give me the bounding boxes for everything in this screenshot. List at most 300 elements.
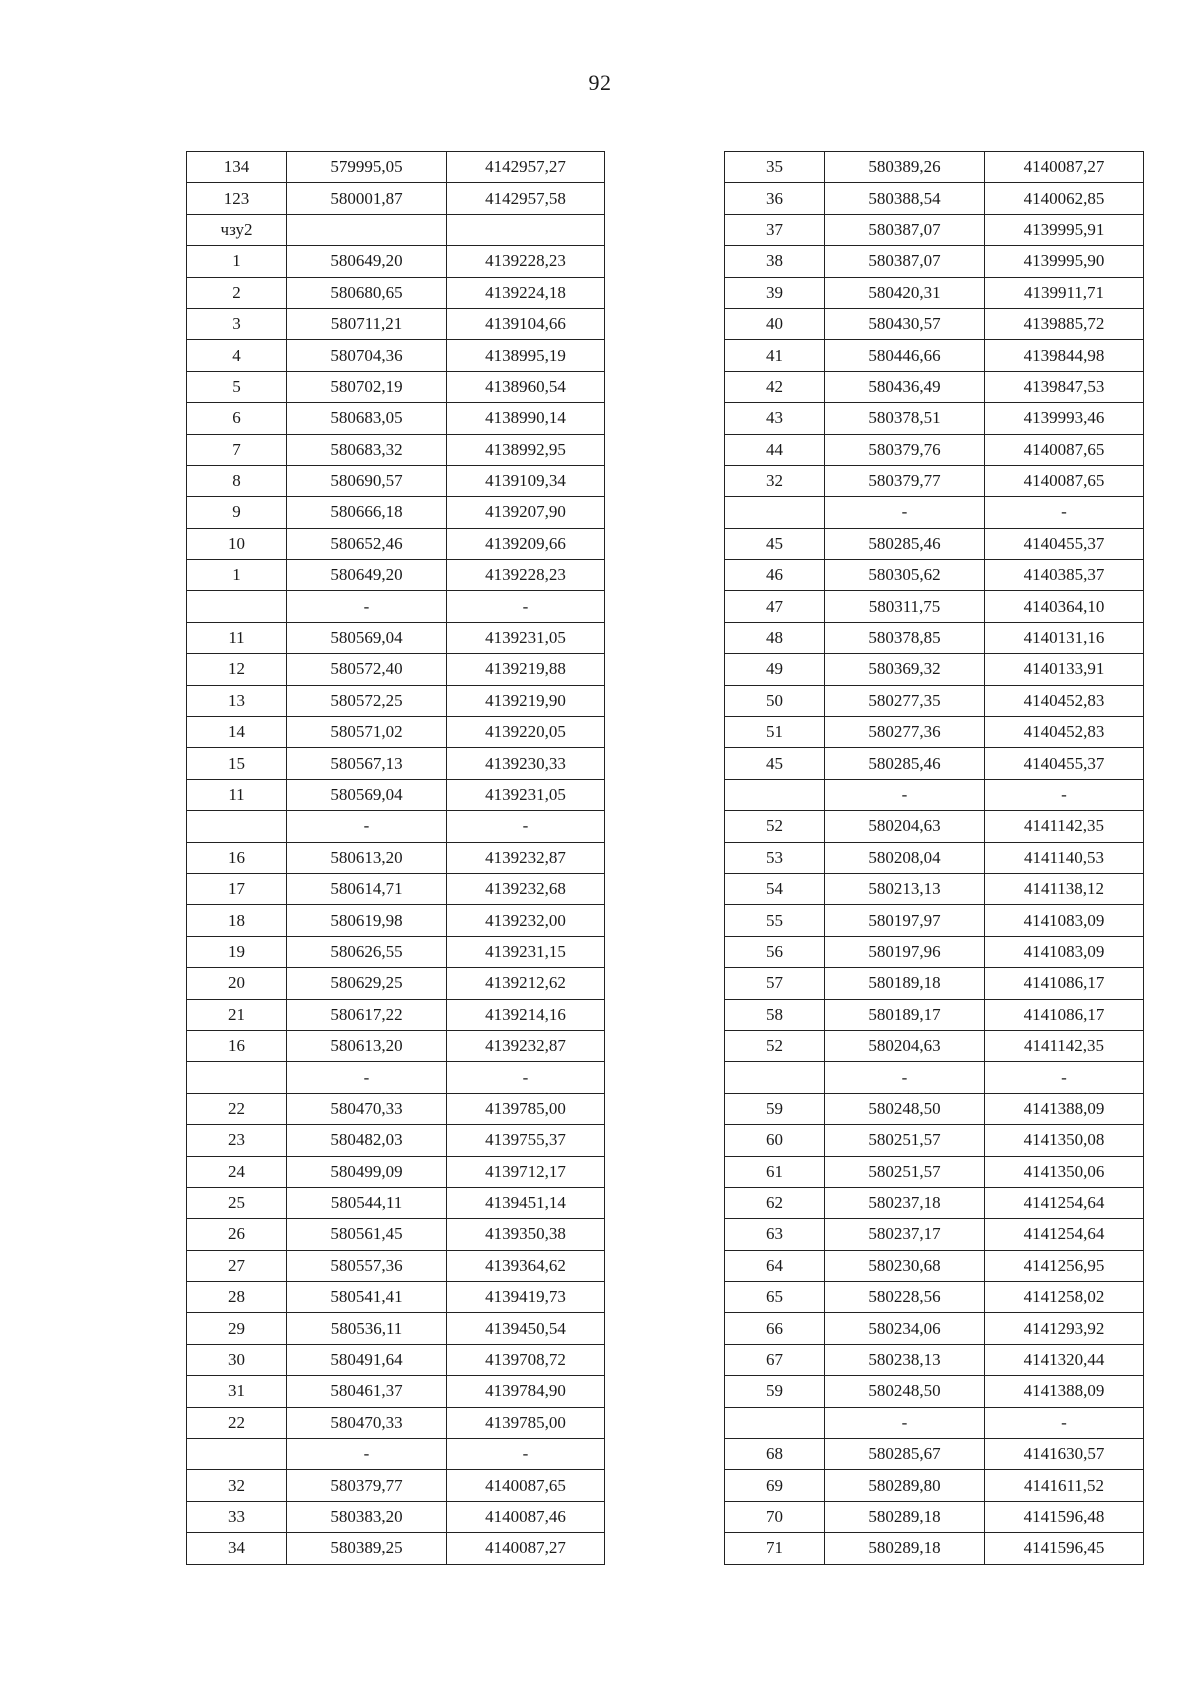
y-coordinate-cell: 4140452,83 <box>985 717 1144 748</box>
point-number-cell: 12 <box>187 654 287 685</box>
table-row <box>187 1062 605 1093</box>
y-coordinate-cell: 4139219,88 <box>447 654 605 685</box>
point-number-cell: 58 <box>725 999 825 1030</box>
point-number-cell: 71 <box>725 1533 825 1564</box>
table-row <box>725 1282 1144 1313</box>
table-row <box>187 591 605 622</box>
point-number-cell: 123 <box>187 183 287 214</box>
point-number-cell: 47 <box>725 591 825 622</box>
x-coordinate-cell: 580629,25 <box>287 968 447 999</box>
point-number-cell: 1 <box>187 246 287 277</box>
point-number-cell: 23 <box>187 1125 287 1156</box>
y-coordinate-cell: 4141350,08 <box>985 1125 1144 1156</box>
point-number-cell: 52 <box>725 1030 825 1061</box>
x-coordinate-cell: 580571,02 <box>287 717 447 748</box>
point-number-cell: 42 <box>725 371 825 402</box>
x-coordinate-cell: 580572,25 <box>287 685 447 716</box>
x-coordinate-cell: 580285,46 <box>825 528 985 559</box>
y-coordinate-cell: 4140385,37 <box>985 560 1144 591</box>
x-coordinate-cell: 580704,36 <box>287 340 447 371</box>
x-coordinate-cell: 580561,45 <box>287 1219 447 1250</box>
table-row <box>187 214 605 245</box>
point-number-cell: 45 <box>725 748 825 779</box>
x-coordinate-cell: 580189,18 <box>825 968 985 999</box>
x-coordinate-cell: 580387,07 <box>825 214 985 245</box>
point-number-cell: 57 <box>725 968 825 999</box>
y-coordinate-cell: 4139212,62 <box>447 968 605 999</box>
table-row <box>725 1030 1144 1061</box>
y-coordinate-cell: 4142957,27 <box>447 152 605 183</box>
y-coordinate-cell: 4141083,09 <box>985 905 1144 936</box>
y-coordinate-cell: 4139231,15 <box>447 936 605 967</box>
x-coordinate-cell: 580470,33 <box>287 1093 447 1124</box>
y-coordinate-cell: 4141320,44 <box>985 1344 1144 1375</box>
x-coordinate-cell: 580389,25 <box>287 1533 447 1564</box>
y-coordinate-cell: 4139450,54 <box>447 1313 605 1344</box>
table-row <box>725 371 1144 402</box>
table-row <box>725 717 1144 748</box>
point-number-cell: 36 <box>725 183 825 214</box>
y-coordinate-cell: 4139209,66 <box>447 528 605 559</box>
point-number-cell: 35 <box>725 152 825 183</box>
y-coordinate-cell: - <box>447 591 605 622</box>
x-coordinate-cell: 580204,63 <box>825 1030 985 1061</box>
point-number-cell <box>187 811 287 842</box>
y-coordinate-cell: 4139911,71 <box>985 277 1144 308</box>
y-coordinate-cell: - <box>985 779 1144 810</box>
y-coordinate-cell: 4139755,37 <box>447 1125 605 1156</box>
x-coordinate-cell: 580197,96 <box>825 936 985 967</box>
y-coordinate-cell: 4141388,09 <box>985 1376 1144 1407</box>
point-number-cell: чзу2 <box>187 214 287 245</box>
y-coordinate-cell: 4141350,06 <box>985 1156 1144 1187</box>
table-row <box>187 1125 605 1156</box>
table-row <box>187 1376 605 1407</box>
x-coordinate-cell: 580234,06 <box>825 1313 985 1344</box>
x-coordinate-cell: 580461,37 <box>287 1376 447 1407</box>
y-coordinate-cell: 4139231,05 <box>447 779 605 810</box>
x-coordinate-cell: 580617,22 <box>287 999 447 1030</box>
table-row <box>725 622 1144 653</box>
x-coordinate-cell: 580711,21 <box>287 308 447 339</box>
x-coordinate-cell: 580567,13 <box>287 748 447 779</box>
y-coordinate-cell: 4139451,14 <box>447 1187 605 1218</box>
table-row <box>187 1219 605 1250</box>
x-coordinate-cell: 580420,31 <box>825 277 985 308</box>
table-row <box>725 308 1144 339</box>
table-row <box>725 1439 1144 1470</box>
y-coordinate-cell: 4139219,90 <box>447 685 605 716</box>
x-coordinate-cell: 580613,20 <box>287 842 447 873</box>
x-coordinate-cell: 580619,98 <box>287 905 447 936</box>
y-coordinate-cell: 4139214,16 <box>447 999 605 1030</box>
point-number-cell <box>187 591 287 622</box>
point-number-cell: 134 <box>187 152 287 183</box>
table-row <box>187 1250 605 1281</box>
y-coordinate-cell: 4140087,27 <box>447 1533 605 1564</box>
table-row <box>725 465 1144 496</box>
table-row <box>187 1093 605 1124</box>
x-coordinate-cell: 580305,62 <box>825 560 985 591</box>
x-coordinate-cell: 580251,57 <box>825 1125 985 1156</box>
table-row <box>187 183 605 214</box>
table-row <box>725 779 1144 810</box>
x-coordinate-cell: 580649,20 <box>287 560 447 591</box>
table-row <box>725 1219 1144 1250</box>
table-row <box>725 685 1144 716</box>
y-coordinate-cell: 4140087,65 <box>985 465 1144 496</box>
table-row <box>187 1470 605 1501</box>
y-coordinate-cell: 4139995,91 <box>985 214 1144 245</box>
y-coordinate-cell: 4138992,95 <box>447 434 605 465</box>
table-row <box>187 1313 605 1344</box>
x-coordinate-cell: 580369,32 <box>825 654 985 685</box>
point-number-cell: 59 <box>725 1093 825 1124</box>
x-coordinate-cell: 580248,50 <box>825 1093 985 1124</box>
x-coordinate-cell: 579995,05 <box>287 152 447 183</box>
x-coordinate-cell: 580379,76 <box>825 434 985 465</box>
y-coordinate-cell: 4139230,33 <box>447 748 605 779</box>
point-number-cell: 22 <box>187 1407 287 1438</box>
x-coordinate-cell: 580702,19 <box>287 371 447 402</box>
y-coordinate-cell: 4139785,00 <box>447 1407 605 1438</box>
point-number-cell <box>725 779 825 810</box>
y-coordinate-cell: 4140062,85 <box>985 183 1144 214</box>
y-coordinate-cell: 4141388,09 <box>985 1093 1144 1124</box>
point-number-cell: 54 <box>725 873 825 904</box>
point-number-cell: 60 <box>725 1125 825 1156</box>
y-coordinate-cell: 4141293,92 <box>985 1313 1144 1344</box>
x-coordinate-cell: 580436,49 <box>825 371 985 402</box>
point-number-cell: 16 <box>187 842 287 873</box>
table-row <box>725 936 1144 967</box>
y-coordinate-cell: 4141258,02 <box>985 1282 1144 1313</box>
point-number-cell: 25 <box>187 1187 287 1218</box>
point-number-cell: 32 <box>725 465 825 496</box>
table-row <box>725 528 1144 559</box>
table-row <box>725 842 1144 873</box>
table-row <box>725 811 1144 842</box>
x-coordinate-cell: 580491,64 <box>287 1344 447 1375</box>
table-row <box>187 842 605 873</box>
table-row <box>725 1125 1144 1156</box>
x-coordinate-cell: 580197,97 <box>825 905 985 936</box>
x-coordinate-cell: 580626,55 <box>287 936 447 967</box>
x-coordinate-cell: 580683,05 <box>287 403 447 434</box>
x-coordinate-cell: 580482,03 <box>287 1125 447 1156</box>
y-coordinate-cell: 4139220,05 <box>447 717 605 748</box>
table-row <box>725 1187 1144 1218</box>
point-number-cell: 50 <box>725 685 825 716</box>
table-row <box>725 905 1144 936</box>
y-coordinate-cell: 4139232,87 <box>447 1030 605 1061</box>
point-number-cell: 41 <box>725 340 825 371</box>
x-coordinate-cell: 580569,04 <box>287 622 447 653</box>
x-coordinate-cell: - <box>825 497 985 528</box>
table-row <box>187 1187 605 1218</box>
point-number-cell: 10 <box>187 528 287 559</box>
x-coordinate-cell: 580251,57 <box>825 1156 985 1187</box>
x-coordinate-cell: 580228,56 <box>825 1282 985 1313</box>
table-row <box>187 748 605 779</box>
point-number-cell: 59 <box>725 1376 825 1407</box>
y-coordinate-cell: 4139785,00 <box>447 1093 605 1124</box>
point-number-cell: 34 <box>187 1533 287 1564</box>
y-coordinate-cell: 4140452,83 <box>985 685 1144 716</box>
point-number-cell: 15 <box>187 748 287 779</box>
y-coordinate-cell: 4139712,17 <box>447 1156 605 1187</box>
x-coordinate-cell: 580683,32 <box>287 434 447 465</box>
point-number-cell <box>725 1062 825 1093</box>
y-coordinate-cell: 4140087,65 <box>447 1470 605 1501</box>
y-coordinate-cell: 4141142,35 <box>985 1030 1144 1061</box>
point-number-cell: 26 <box>187 1219 287 1250</box>
x-coordinate-cell: - <box>287 811 447 842</box>
point-number-cell: 20 <box>187 968 287 999</box>
x-coordinate-cell: 580613,20 <box>287 1030 447 1061</box>
y-coordinate-cell: 4139224,18 <box>447 277 605 308</box>
point-number-cell: 6 <box>187 403 287 434</box>
y-coordinate-cell: 4141083,09 <box>985 936 1144 967</box>
point-number-cell: 61 <box>725 1156 825 1187</box>
point-number-cell: 66 <box>725 1313 825 1344</box>
table-row <box>187 905 605 936</box>
table-row <box>187 528 605 559</box>
table-row <box>725 654 1144 685</box>
table-row <box>725 1407 1144 1438</box>
point-number-cell: 69 <box>725 1470 825 1501</box>
x-coordinate-cell: 580690,57 <box>287 465 447 496</box>
x-coordinate-cell: 580289,18 <box>825 1501 985 1532</box>
point-number-cell <box>187 1439 287 1470</box>
point-number-cell: 56 <box>725 936 825 967</box>
y-coordinate-cell: 4139207,90 <box>447 497 605 528</box>
point-number-cell: 21 <box>187 999 287 1030</box>
point-number-cell: 1 <box>187 560 287 591</box>
coordinates-table-left <box>186 151 605 1565</box>
x-coordinate-cell: - <box>825 1062 985 1093</box>
table-row <box>187 1282 605 1313</box>
point-number-cell: 30 <box>187 1344 287 1375</box>
point-number-cell: 33 <box>187 1501 287 1532</box>
y-coordinate-cell: 4140087,65 <box>985 434 1144 465</box>
y-coordinate-cell: 4142957,58 <box>447 183 605 214</box>
y-coordinate-cell: 4141254,64 <box>985 1187 1144 1218</box>
point-number-cell: 31 <box>187 1376 287 1407</box>
table-row <box>725 340 1144 371</box>
x-coordinate-cell: 580499,09 <box>287 1156 447 1187</box>
point-number-cell: 17 <box>187 873 287 904</box>
point-number-cell: 32 <box>187 1470 287 1501</box>
table-row <box>187 936 605 967</box>
table-row <box>725 748 1144 779</box>
point-number-cell: 7 <box>187 434 287 465</box>
point-number-cell: 19 <box>187 936 287 967</box>
table-row <box>187 403 605 434</box>
x-coordinate-cell: 580614,71 <box>287 873 447 904</box>
point-number-cell <box>725 497 825 528</box>
point-number-cell: 51 <box>725 717 825 748</box>
table-row <box>187 717 605 748</box>
table-row <box>187 371 605 402</box>
y-coordinate-cell: - <box>985 1062 1144 1093</box>
y-coordinate-cell: 4140087,27 <box>985 152 1144 183</box>
table-row <box>725 183 1144 214</box>
y-coordinate-cell: 4140133,91 <box>985 654 1144 685</box>
table-row <box>725 1093 1144 1124</box>
point-number-cell: 48 <box>725 622 825 653</box>
x-coordinate-cell: 580213,13 <box>825 873 985 904</box>
y-coordinate-cell: - <box>447 811 605 842</box>
x-coordinate-cell: 580557,36 <box>287 1250 447 1281</box>
y-coordinate-cell: 4138990,14 <box>447 403 605 434</box>
y-coordinate-cell: 4141086,17 <box>985 968 1144 999</box>
point-number-cell: 16 <box>187 1030 287 1061</box>
x-coordinate-cell: 580237,18 <box>825 1187 985 1218</box>
y-coordinate-cell: 4141138,12 <box>985 873 1144 904</box>
table-row <box>725 434 1144 465</box>
table-row <box>187 1156 605 1187</box>
point-number-cell: 44 <box>725 434 825 465</box>
point-number-cell: 39 <box>725 277 825 308</box>
point-number-cell: 65 <box>725 1282 825 1313</box>
table-row <box>725 1470 1144 1501</box>
y-coordinate-cell: 4139350,38 <box>447 1219 605 1250</box>
table-row <box>725 591 1144 622</box>
table-row <box>187 246 605 277</box>
x-coordinate-cell: 580387,07 <box>825 246 985 277</box>
table-row <box>725 968 1144 999</box>
x-coordinate-cell: 580379,77 <box>825 465 985 496</box>
x-coordinate-cell: 580230,68 <box>825 1250 985 1281</box>
point-number-cell: 43 <box>725 403 825 434</box>
x-coordinate-cell: 580378,51 <box>825 403 985 434</box>
page-number: 92 <box>588 70 612 95</box>
table-row <box>187 1533 605 1564</box>
x-coordinate-cell: 580289,18 <box>825 1533 985 1564</box>
point-number-cell: 28 <box>187 1282 287 1313</box>
table-row <box>187 1344 605 1375</box>
point-number-cell: 22 <box>187 1093 287 1124</box>
x-coordinate-cell: - <box>287 1062 447 1093</box>
y-coordinate-cell: 4140087,46 <box>447 1501 605 1532</box>
x-coordinate-cell: 580277,35 <box>825 685 985 716</box>
table-row <box>187 1439 605 1470</box>
x-coordinate-cell: - <box>825 779 985 810</box>
x-coordinate-cell: 580311,75 <box>825 591 985 622</box>
point-number-cell <box>187 1062 287 1093</box>
x-coordinate-cell: 580652,46 <box>287 528 447 559</box>
y-coordinate-cell: 4139885,72 <box>985 308 1144 339</box>
y-coordinate-cell: 4141596,45 <box>985 1533 1144 1564</box>
x-coordinate-cell: 580189,17 <box>825 999 985 1030</box>
x-coordinate-cell: 580001,87 <box>287 183 447 214</box>
x-coordinate-cell: 580285,46 <box>825 748 985 779</box>
x-coordinate-cell: 580277,36 <box>825 717 985 748</box>
point-number-cell: 55 <box>725 905 825 936</box>
x-coordinate-cell: 580285,67 <box>825 1439 985 1470</box>
table-row <box>187 811 605 842</box>
point-number-cell: 2 <box>187 277 287 308</box>
x-coordinate-cell: 580569,04 <box>287 779 447 810</box>
x-coordinate-cell: - <box>825 1407 985 1438</box>
y-coordinate-cell: 4139364,62 <box>447 1250 605 1281</box>
point-number-cell: 45 <box>725 528 825 559</box>
x-coordinate-cell: 580379,77 <box>287 1470 447 1501</box>
table-row <box>725 1501 1144 1532</box>
y-coordinate-cell: 4139232,00 <box>447 905 605 936</box>
y-coordinate-cell: 4139109,34 <box>447 465 605 496</box>
table-row <box>725 560 1144 591</box>
x-coordinate-cell: 580536,11 <box>287 1313 447 1344</box>
y-coordinate-cell: 4141142,35 <box>985 811 1144 842</box>
point-number-cell: 11 <box>187 622 287 653</box>
x-coordinate-cell: 580238,13 <box>825 1344 985 1375</box>
table-row <box>725 873 1144 904</box>
x-coordinate-cell: 580289,80 <box>825 1470 985 1501</box>
point-number-cell: 37 <box>725 214 825 245</box>
table-row <box>187 685 605 716</box>
table-row <box>187 497 605 528</box>
point-number-cell: 62 <box>725 1187 825 1218</box>
point-number-cell: 63 <box>725 1219 825 1250</box>
y-coordinate-cell <box>447 214 605 245</box>
table-row <box>187 779 605 810</box>
y-coordinate-cell: 4141256,95 <box>985 1250 1144 1281</box>
table-row <box>187 968 605 999</box>
y-coordinate-cell: 4141630,57 <box>985 1439 1144 1470</box>
table-row <box>187 1501 605 1532</box>
table-row <box>187 654 605 685</box>
table-row <box>187 999 605 1030</box>
y-coordinate-cell: 4139847,53 <box>985 371 1144 402</box>
point-number-cell: 49 <box>725 654 825 685</box>
y-coordinate-cell: 4139784,90 <box>447 1376 605 1407</box>
x-coordinate-cell: - <box>287 1439 447 1470</box>
point-number-cell: 18 <box>187 905 287 936</box>
table-row <box>725 246 1144 277</box>
x-coordinate-cell: 580389,26 <box>825 152 985 183</box>
table-row <box>725 999 1144 1030</box>
table-row <box>725 152 1144 183</box>
x-coordinate-cell: 580446,66 <box>825 340 985 371</box>
x-coordinate-cell: 580680,65 <box>287 277 447 308</box>
y-coordinate-cell: 4141596,48 <box>985 1501 1144 1532</box>
table-row <box>187 560 605 591</box>
point-number-cell: 46 <box>725 560 825 591</box>
table-row <box>725 1156 1144 1187</box>
table-row <box>187 1407 605 1438</box>
point-number-cell: 27 <box>187 1250 287 1281</box>
point-number-cell: 64 <box>725 1250 825 1281</box>
point-number-cell: 4 <box>187 340 287 371</box>
y-coordinate-cell: 4139232,87 <box>447 842 605 873</box>
coordinates-table-right <box>724 151 1144 1565</box>
point-number-cell: 67 <box>725 1344 825 1375</box>
point-number-cell: 8 <box>187 465 287 496</box>
point-number-cell <box>725 1407 825 1438</box>
x-coordinate-cell: 580378,85 <box>825 622 985 653</box>
x-coordinate-cell: 580544,11 <box>287 1187 447 1218</box>
x-coordinate-cell: 580208,04 <box>825 842 985 873</box>
y-coordinate-cell: 4139844,98 <box>985 340 1144 371</box>
y-coordinate-cell: 4139231,05 <box>447 622 605 653</box>
point-number-cell: 40 <box>725 308 825 339</box>
point-number-cell: 5 <box>187 371 287 402</box>
y-coordinate-cell: 4139708,72 <box>447 1344 605 1375</box>
y-coordinate-cell: 4139993,46 <box>985 403 1144 434</box>
x-coordinate-cell: 580541,41 <box>287 1282 447 1313</box>
